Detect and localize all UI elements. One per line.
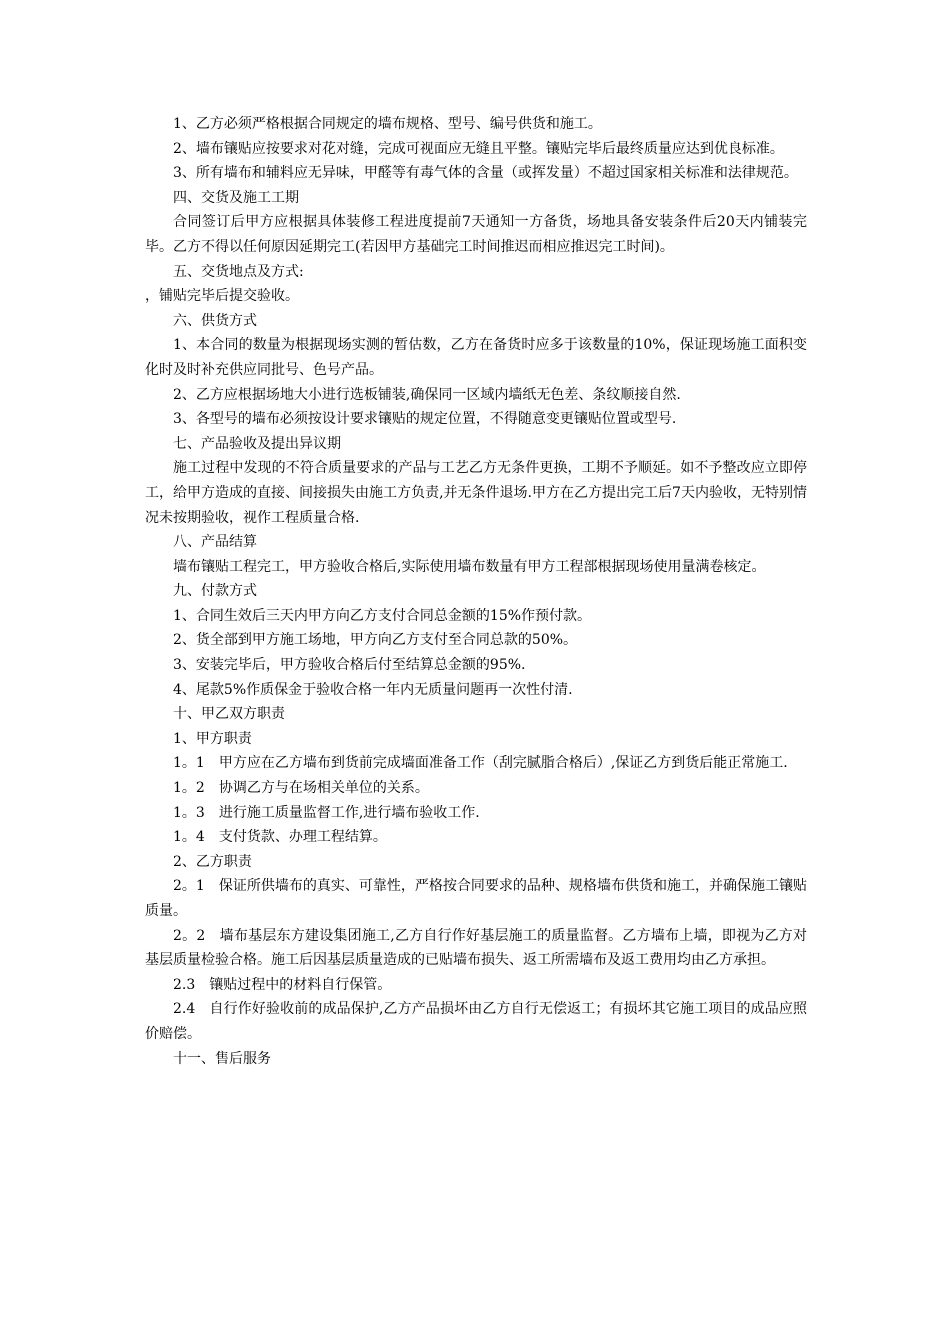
section-heading: 九、付款方式 bbox=[173, 583, 257, 600]
clause-paragraph: 1。1 甲方应在乙方墙布到货前完成墙面准备工作（刮完腻脂合格后）,保证乙方到货后能正常施工. bbox=[173, 755, 788, 772]
clause-paragraph: 3、各型号的墙布必须按设计要求镶贴的规定位置，不得随意变更镶贴位置或型号. bbox=[173, 411, 677, 428]
subsection-heading: 1、甲方职责 bbox=[173, 730, 252, 747]
clause-paragraph: 2、乙方应根据场地大小进行选板铺装,确保同一区域内墙纸无色差、条纹顺接自然. bbox=[173, 386, 681, 403]
clause-paragraph: 2、墙布镶贴应按要求对花对缝，完成可视面应无缝且平整。镶贴完毕后最终质量应达到优良标准。 bbox=[173, 140, 784, 157]
clause-paragraph: 施工过程中发现的不符合质量要求的产品与工艺乙方无条件更换，工期不予顺延。如不予整改应立即停工，给甲方造成的直接、间接损失由施工方负责,并无条件退场.甲方在乙方提出完工后7天内验收，无特别情况未按期验收，视作工程质量合格. bbox=[145, 460, 807, 526]
section-heading: 四、交货及施工工期 bbox=[173, 189, 299, 206]
clause-paragraph: 1。2 协调乙方与在场相关单位的关系。 bbox=[173, 780, 429, 797]
clause-paragraph: 合同签订后甲方应根据具体装修工程进度提前7天通知一方备货，场地具备安装条件后20天内铺装完毕。乙方不得以任何原因延期完工(若因甲方基础完工时间推迟而相应推迟完工时间)。 bbox=[145, 214, 807, 255]
subsection-heading: 2、乙方职责 bbox=[173, 853, 252, 870]
clause-paragraph: 2.3 镶贴过程中的材料自行保管。 bbox=[173, 976, 392, 993]
clause-paragraph: 3、安装完毕后，甲方验收合格后付至结算总金额的95%. bbox=[173, 657, 526, 674]
section-heading: 八、产品结算 bbox=[173, 534, 257, 551]
section-heading: 十、甲乙双方职责 bbox=[173, 706, 285, 723]
clause-paragraph: 2。1 保证所供墙布的真实、可靠性，严格按合同要求的品种、规格墙布供货和施工，并确保施工镶贴质量。 bbox=[145, 878, 807, 919]
clause-paragraph: 4、尾款5%作质保金于验收合格一年内无质量问题再一次性付清. bbox=[173, 681, 573, 698]
clause-paragraph: 2、货全部到甲方施工场地，甲方向乙方支付至合同总款的50%。 bbox=[173, 632, 578, 649]
clause-paragraph: 2.4 自行作好验收前的成品保护,乙方产品损坏由乙方自行无偿返工；有损坏其它施工项目的成品应照价赔偿。 bbox=[145, 1001, 807, 1042]
clause-paragraph: 1。4 支付货款、办理工程结算。 bbox=[173, 829, 387, 846]
clause-paragraph: 2。2 墙布基层东方建设集团施工,乙方自行作好基层施工的质量监督。乙方墙布上墙，即视为乙方对基层质量检验合格。施工后因基层质量造成的已贴墙布损失、返工所需墙布及返工费用均由乙方承担。 bbox=[145, 927, 807, 969]
clause-paragraph: 3、所有墙布和辅料应无异味，甲醛等有毒气体的含量（或挥发量）不超过国家相关标准和法律规范。 bbox=[173, 165, 798, 182]
section-heading: 五、交货地点及方式: bbox=[173, 263, 304, 280]
clause-paragraph: 1。3 进行施工质量监督工作,进行墙布验收工作. bbox=[173, 804, 480, 821]
clause-paragraph: ，铺贴完毕后提交验收。 bbox=[145, 288, 299, 305]
document-body bbox=[145, 112, 807, 1071]
clause-paragraph: 墙布镶贴工程完工，甲方验收合格后,实际使用墙布数量有甲方工程部根据现场使用量满卷核定。 bbox=[173, 558, 766, 575]
clause-paragraph: 1、合同生效后三天内甲方向乙方支付合同总金额的15%作预付款。 bbox=[173, 607, 592, 624]
clause-paragraph: 1、本合同的数量为根据现场实测的暂估数，乙方在备货时应多于该数量的10%，保证现场施工面积变化时及时补充供应同批号、色号产品。 bbox=[145, 337, 807, 378]
section-heading: 七、产品验收及提出异议期 bbox=[173, 435, 341, 452]
section-heading: 十一、售后服务 bbox=[173, 1050, 271, 1067]
clause-paragraph: 1、乙方必须严格根据合同规定的墙布规格、型号、编号供货和施工。 bbox=[173, 116, 602, 132]
section-heading: 六、供货方式 bbox=[173, 312, 257, 329]
